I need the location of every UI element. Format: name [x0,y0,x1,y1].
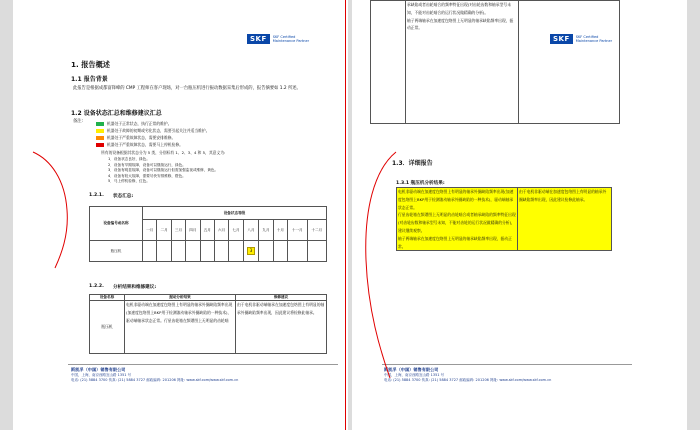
month-header: 七月 [229,220,243,241]
continued-text: 承缺陷或者齿轮啮合的频率特征出现(对齿轮齿数和轴承型号未知，不能对齿轮啮合的运行状况做精确的分析)。 [407,2,511,15]
subsection-status-summary: 状态汇总: [113,194,134,199]
table-cell [143,241,157,262]
skf-logo-mark: SKF [550,34,573,44]
table-cell [171,241,185,262]
month-header: 二月 [157,220,171,241]
legend-row-orange [96,135,175,141]
skf-logo [247,34,313,44]
page-footer [71,367,238,383]
page-footer [384,367,551,383]
month-header: 十月 [273,220,287,241]
legend-swatch-red [96,143,104,147]
page-divider [345,0,346,430]
subsection-number-122: 1.2.2. [89,284,104,289]
skf-logo-mark: SKF [247,34,270,44]
detail-advice-cell: 由于电机非驱动端在加速度包络图上有明显的轴承外圈缺陷频率出现，因此建议检修此轴承。 [518,188,612,251]
footer-divider [68,364,338,365]
table-cell [200,241,214,262]
list-item: 3．设备有明显故障，设备可以继续运行但需加强监视或维修，黄色。 [108,168,219,173]
legend-swatch-green [96,122,104,126]
table-cell [519,1,620,124]
analysis-table [89,294,327,354]
footer-contact: 电话: (21) 5884 3700 传真: (21) 5884 3727 邮政编码: 201206 网址: www.skf.com/www.skf.com.cn [71,378,239,382]
table-header-status-level: 设备状态等级 [143,207,327,220]
month-header: 十二月 [307,220,327,241]
table-cell [186,241,200,262]
table-header-result: 振动分析结果 [125,295,236,301]
legend-text: 机器处于严重故障状态，需要安排维修。 [107,135,176,140]
month-header: 十一月 [288,220,307,241]
subsection-press-analysis: 1.3.1 瓶压机分析结果: [396,181,445,186]
analysis-result-cell-continued [406,1,519,124]
legend-row-yellow [96,128,210,134]
table-cell [157,241,171,262]
detail-paragraph: 轴子两端轴承在加速度包络图上无明显的轴承缺陷频率出现，振动正常。 [398,235,512,249]
month-header: 三月 [171,220,185,241]
table-cell [229,241,243,262]
table-cell [307,241,327,262]
detail-result-cell [397,188,518,251]
month-header: 五月 [200,220,214,241]
detail-paragraph: 电机非驱动端在加速度包络图上有明显的轴承外圈缺陷频率出现(加速度包络图上BKP用于检测滚动轴承外圈缺陷的一种技术)，驱动端轴承状态正常。 [398,189,514,210]
detailed-analysis-table [396,187,612,251]
legend-title: 备注: [73,119,84,124]
month-header: 四月 [186,220,200,241]
status-level-badge: 3 [247,247,255,255]
footer-divider [382,364,632,365]
footer-company: 斯凯孚（中国）销售有限公司 [384,367,439,372]
report-page-1 [13,0,348,430]
list-item: 2．设备有早期故障，设备可以继续运行，绿色。 [108,162,186,167]
legend-row-red [96,142,183,148]
continued-text: 轴子两端轴承在加速度包络图上无明显的轴承缺陷频率出现，振动正常。 [407,17,514,31]
table-cell-august [243,241,259,262]
table-header-device: 设备编号或名称 [90,207,143,241]
analysis-table-continued [370,0,620,124]
legend-swatch-orange [96,136,104,140]
background-text: 此报告是根据成都富锋峰的 CMP 工程师在客户现场，对一台瓶压机进行振动数据采集后形成的，报告摘要如 1.2 所述。 [73,86,301,91]
subsection-summary: 1.2 设备状态汇总和维修建议汇总 [71,110,162,117]
subsection-report-background: 1.1 报告背景 [71,76,108,83]
list-item: 4．设备有较大故障，需要尽快安排维修，橙色。 [108,173,186,178]
table-cell [371,1,406,124]
footer-company: 斯凯孚（中国）销售有限公司 [71,367,126,372]
table-header-device-name: 设备名称 [90,295,125,301]
footer-address: 中国，上海，南京西路宜山路 1351 号 [71,373,132,377]
section-detailed-report: 1.3．详细报告 [392,160,433,167]
table-cell [273,241,287,262]
legend-swatch-yellow [96,129,104,133]
footer-address: 中国，上海，南京西路宜山路 1351 号 [384,373,445,377]
section-title-overview: 1. 报告概述 [71,60,110,69]
table-cell [214,241,228,262]
skf-logo-tagline: SKF Certified Maintenance Partner [272,35,310,43]
skf-logo-tagline: SKF Certified Maintenance Partner [575,35,613,43]
table-cell [288,241,307,262]
table-row-device-name: 瓶压机 [90,301,125,354]
status-list-intro: 所有的设备根据其状态分为 5 类，分别标有 1、2、3、4 和 5，其意义为: [101,150,226,155]
table-header-advice: 维修建议 [236,295,327,301]
legend-text: 机器处于正常状态，执行正常的维护。 [107,121,172,126]
list-item: 5．马上停机检修，红色。 [108,179,150,184]
legend-row-green [96,121,172,127]
month-header: 一月 [143,220,157,241]
legend-text: 机器处于严重故障状态，需要马上停机检修。 [107,142,183,147]
list-item: 1．设备状态良好，绿色。 [108,157,150,161]
month-header: 八月 [243,220,259,241]
subsection-number-121: 1.2.1. [89,193,104,198]
page-curl-decoration [360,150,400,380]
month-header: 九月 [259,220,273,241]
status-summary-table [89,206,327,262]
table-row-device-name: 瓶压机 [90,241,143,262]
analysis-result-cell: 电机非驱动端在加速度包络图上有明显的轴承外圈缺陷频率出现(加速度包络图上BKP用于检测滚动轴承外圈缺陷的一种技术)，驱动端轴承状态正常。行星齿轮箱在频谱图上无明显的齿轮啮 [125,301,236,354]
page-curl-decoration [31,150,71,270]
report-page-2 [352,0,687,430]
legend-text: 机器处于故障的初期或劣化状态，需要引起关注并适当维护。 [107,128,210,133]
maintenance-advice-cell: 由于电机非驱动端轴承在加速度包络图上有明显的轴承外圈缺陷频率出现，因此建议将检修此轴承。 [236,301,327,354]
table-cell [259,241,273,262]
month-header: 六月 [214,220,228,241]
detail-paragraph: 行星齿轮箱在频谱图上无明显的齿轮啮合或者轴承缺陷的频率特征出现(对齿轮齿数和轴承型号未知，不能对齿轮的运行状况做精确的分析)，建议继续观察。 [398,212,516,233]
status-list [108,157,218,185]
subsection-analysis: 分析结果和维修建议: [113,285,157,290]
footer-contact: 电话: (21) 5884 3700 传真: (21) 5884 3727 邮政编码: 201206 网址: www.skf.com/www.skf.com.cn [384,378,552,382]
